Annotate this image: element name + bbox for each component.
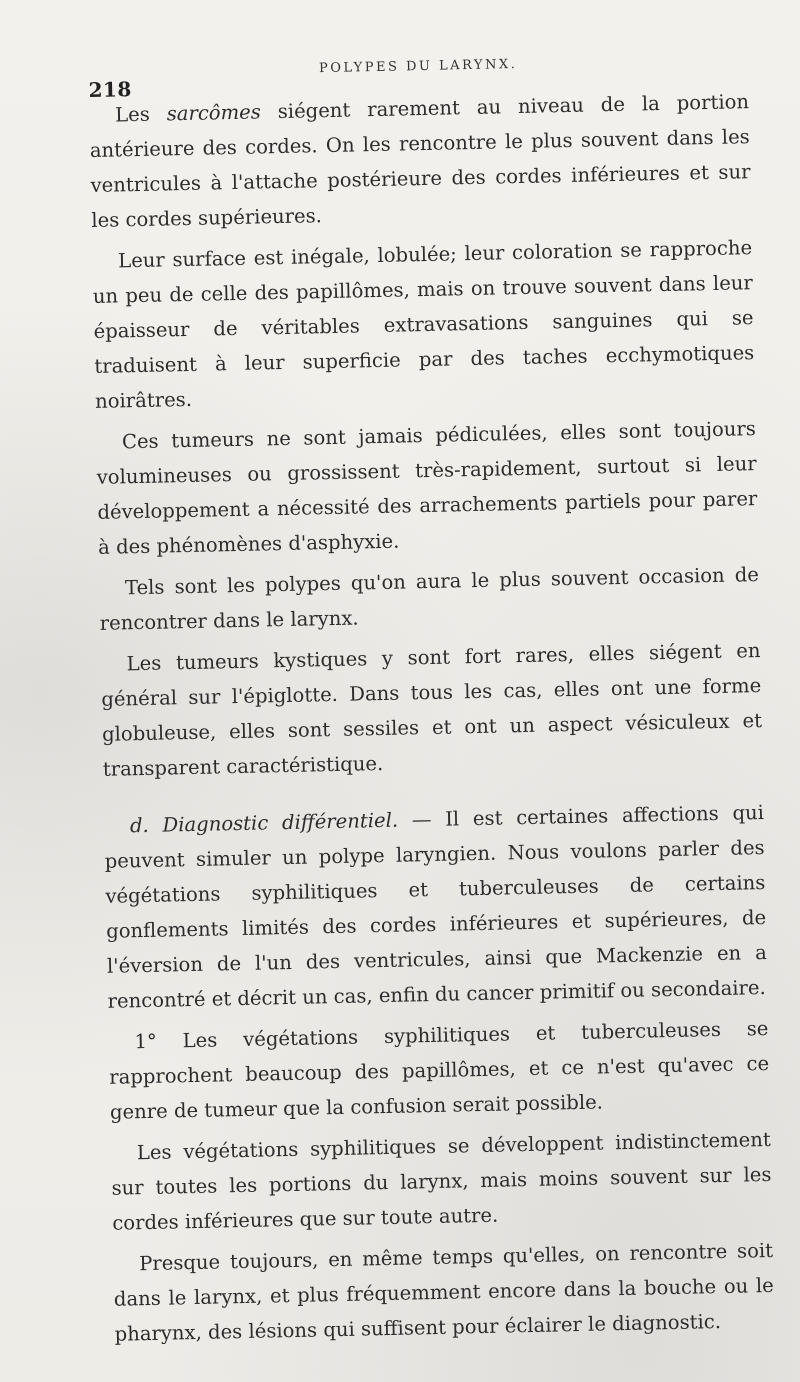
paragraph-presque: Presque toujours, en même temps qu'elles, on rencontre soit dans le larynx, et plus fréquemment encore dans la bouche ou le pharynx, des lésions qui suffisent pour éclairer le diagnostic.: [113, 1238, 775, 1346]
paragraph-sarcomes: [89, 84, 752, 238]
paragraph-surface: Leur surface est inégale, lobulée; leur coloration se rapproche un peu de celle des papillômes, mais on trouve souvent dans leur épaisseur de véritables extravasations sanguines qui se traduisent à leur superficie par des taches ecchymotiques noirâtres.: [92, 236, 755, 413]
term-sarcomes: sarcômes: [166, 100, 262, 126]
running-title: POLYPES DU LARYNX.: [318, 57, 518, 77]
paragraph-sarcomes-post: siégent rarement au niveau de la portion antérieure des cordes. On les rencontre le plus souvent dans les ventricules à l'attache postérieure des cordes inférieures et sur les cordes supérieures.: [89, 90, 751, 232]
page-number: 218: [88, 77, 133, 102]
page-content: [88, 48, 775, 1358]
paragraph-syphilitiques: Les végétations syphilitiques se développent indistinctement sur toutes les portions du larynx, mais moins souvent sur les cordes inférieures que sur toute autre.: [111, 1127, 772, 1235]
paragraph-pedicule: Ces tumeurs ne sont jamais pédiculées, elles sont toujours volumineuses ou grossissent très-rapidement, surtout si leur développement a nécessité des arrachements partiels pour parer à des phénomènes d'asphyxie.: [96, 417, 758, 559]
paragraph-sarcomes-pre: Les: [114, 102, 167, 127]
paragraph-kystiques: Les tumeurs kystiques y sont fort rares, elles siégent en général sur l'épiglotte. Dans tous les cas, elles ont une forme globuleuse, elles sont sessiles et ont un aspect vésiculeux et transparent caractéristique.: [101, 639, 763, 781]
paragraph-diagnostic: [104, 795, 768, 1019]
section-heading-diagnostic: d. Diagnostic différentiel.: [129, 808, 399, 838]
paragraph-diagnostic-text: — Il est certaines affections qui peuvent simuler un polype laryngien. Nous voulons parler des végétations syphilitiques et tuberculeuses de certains gonflements limités des cordes inférieures et supérieures, de l'éversion de l'un des ventricules, ainsi que Mackenzie en a rencontré et décrit un cas, enfin du cancer primitif ou secondaire.: [104, 801, 768, 1013]
paragraph-vegetations: 1° Les végétations syphilitiques et tuberculeuses se rapprochent beaucoup des papillômes, et ce n'est qu'avec ce genre de tumeur que la confusion serait possible.: [109, 1016, 770, 1124]
paragraph-polypes: Tels sont les polypes qu'on aura le plus souvent occasion de rencontrer dans le larynx.: [99, 563, 760, 635]
